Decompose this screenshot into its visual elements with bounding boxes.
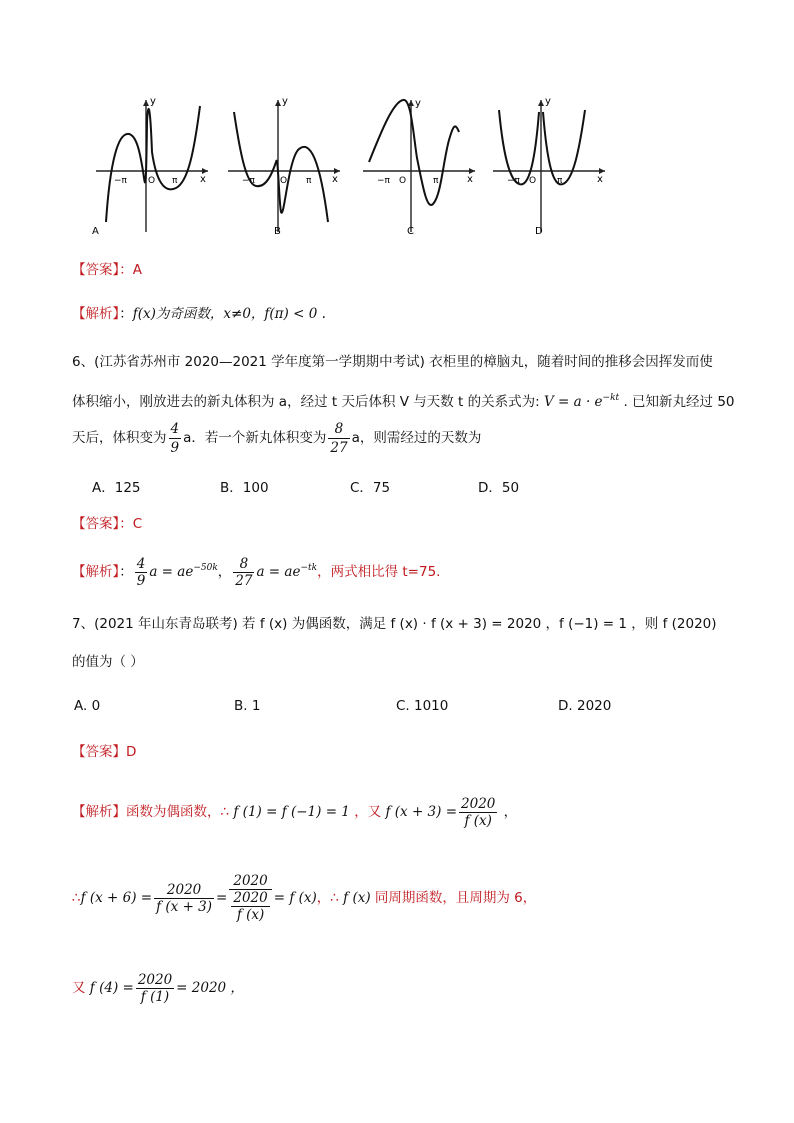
compound-fraction: $\frac{2020}{\frac{2020}{f (x)}}$ <box>229 873 271 923</box>
panel-label: C <box>407 226 414 237</box>
graph-panel-b <box>228 96 340 237</box>
pos-pi-label: π <box>557 176 563 186</box>
analysis-tag: 【解析】 <box>72 804 126 820</box>
fraction-2020-over-fx: $\frac{2020}{f (x)}$ <box>461 795 496 829</box>
fraction-8-27: $\frac{8}{27}$ <box>235 555 253 589</box>
q5-analysis <box>72 304 326 324</box>
answer-tag: 【答案】 <box>72 516 120 532</box>
origin-label: O <box>399 176 407 186</box>
q7-choice-c: C. 1010 <box>396 698 449 714</box>
q6-stem-line1: 6、(江苏省苏州市 2020—2021 学年度第一学期期中考试) 衣柜里的樟脑丸，随着时间的推移会因挥发而使 <box>72 354 713 370</box>
neg-pi-label: −π <box>114 176 127 186</box>
function-graphs-figure <box>88 92 608 242</box>
q6-stem-text: 体积缩小，刚放进去的新丸体积为 a，经过 t 天后体积 V 与天数 t 的关系式为: <box>72 394 544 410</box>
q6-stem-text: a．若一个新丸体积变为 <box>183 430 327 446</box>
q6-formula: V = a · e <box>543 394 603 410</box>
q6-stem-text: 天后，体积变为 <box>72 430 167 446</box>
x-axis-label: x <box>597 174 603 185</box>
q6-choice-b: B．100 <box>220 480 269 496</box>
answer-value: ：C <box>119 516 143 532</box>
y-axis-label: y <box>282 96 288 107</box>
origin-label: O <box>529 176 537 186</box>
q6-choice-d: D．50 <box>478 480 520 496</box>
q7-choice-b: B. 1 <box>234 698 261 714</box>
q6-stem-line2 <box>72 388 735 412</box>
answer-value: ：A <box>119 262 142 278</box>
y-axis-label: y <box>150 96 156 107</box>
y-axis-label: y <box>545 96 551 107</box>
fraction-2020-over-f1: $\frac{2020}{f (1)}$ <box>137 971 173 1005</box>
q7-choice-a: A. 0 <box>74 698 101 714</box>
q7-stem-line1: 7、(2021 年山东青岛联考) 若 f (x) 为偶函数，满足 f (x) · f (x + 3) = 2020 ，f (−1) = 1 ，则 f (2020) <box>72 616 717 632</box>
q7-stem-line2: 的值为（ ） <box>72 654 144 670</box>
q7-choice-d: D. 2020 <box>558 698 612 714</box>
graph-panel-a <box>92 96 208 237</box>
q6-choice-a: A．125 <box>92 480 141 496</box>
x-axis-label: x <box>332 174 338 185</box>
analysis-tag: 【解析】 <box>72 306 120 322</box>
q7-analysis-line2: ∴f (x + 6) = $\frac{2020}{f (x + 3)}$ = $\frac{2020}{\frac{2020}{f (x)}}$ = f (x)，∴ f (x) 同周期函数，且周期为 6， <box>72 873 537 923</box>
analysis-text: f(x)为奇函数，x≠0，f(π) < 0 . <box>132 306 326 322</box>
fraction-4-9: $\frac{4}{9}$ <box>170 420 180 456</box>
analysis-sep: ： <box>119 306 133 322</box>
answer-tag: 【答案】 <box>72 262 120 278</box>
fraction-4-9: $\frac{4}{9}$ <box>136 555 146 589</box>
q6-stem-text: . 已知新丸经过 50 <box>619 394 735 410</box>
q5-answer <box>72 260 142 280</box>
panel-label: B <box>274 226 281 237</box>
analysis-sep: ： <box>119 564 133 580</box>
y-axis-label: y <box>415 98 421 109</box>
q6-analysis: 【解析】： $\frac{4}{9}$ $a = ae^{-50k}$， $\frac{8}{27}$ $a = ae^{-tk}$，两式相比得 t=75. <box>72 555 441 589</box>
neg-pi-label: −π <box>507 176 520 186</box>
q6-choice-c: C．75 <box>350 480 391 496</box>
q7-analysis-line1: 【解析】函数为偶函数，∴ f (1) = f (−1) = 1 ，又 f (x + 3) = $\frac{2020}{f (x)}$ ， <box>72 795 518 829</box>
x-axis-label: x <box>467 174 473 185</box>
q7-analysis-line3: 又 f (4) = $\frac{2020}{f (1)}$ = 2020 ， <box>72 971 244 1005</box>
x-axis-label: x <box>200 174 206 185</box>
fraction-8-27: $\frac{8}{27}$ <box>330 420 348 456</box>
pos-pi-label: π <box>172 176 178 186</box>
q7-answer <box>72 742 136 762</box>
graph-panel-c <box>363 98 475 237</box>
neg-pi-label: −π <box>377 176 390 186</box>
pos-pi-label: π <box>306 176 312 186</box>
q6-formula-exponent: −kt <box>602 393 620 403</box>
q6-stem-text: a，则需经过的天数为 <box>351 430 482 446</box>
origin-label: O <box>148 176 156 186</box>
q6-stem-line3 <box>72 418 481 458</box>
panel-label: D <box>535 226 543 237</box>
answer-value: D <box>126 744 137 760</box>
neg-pi-label: −π <box>242 176 255 186</box>
fraction-2020-over-fx3: $\frac{2020}{f (x + 3)}$ <box>156 881 213 915</box>
pos-pi-label: π <box>433 176 439 186</box>
answer-tag: 【答案】 <box>72 744 126 760</box>
origin-label: O <box>280 176 288 186</box>
graph-panel-d <box>493 96 605 237</box>
q6-answer <box>72 514 142 534</box>
analysis-tag: 【解析】 <box>72 564 120 580</box>
panel-label: A <box>92 226 99 237</box>
